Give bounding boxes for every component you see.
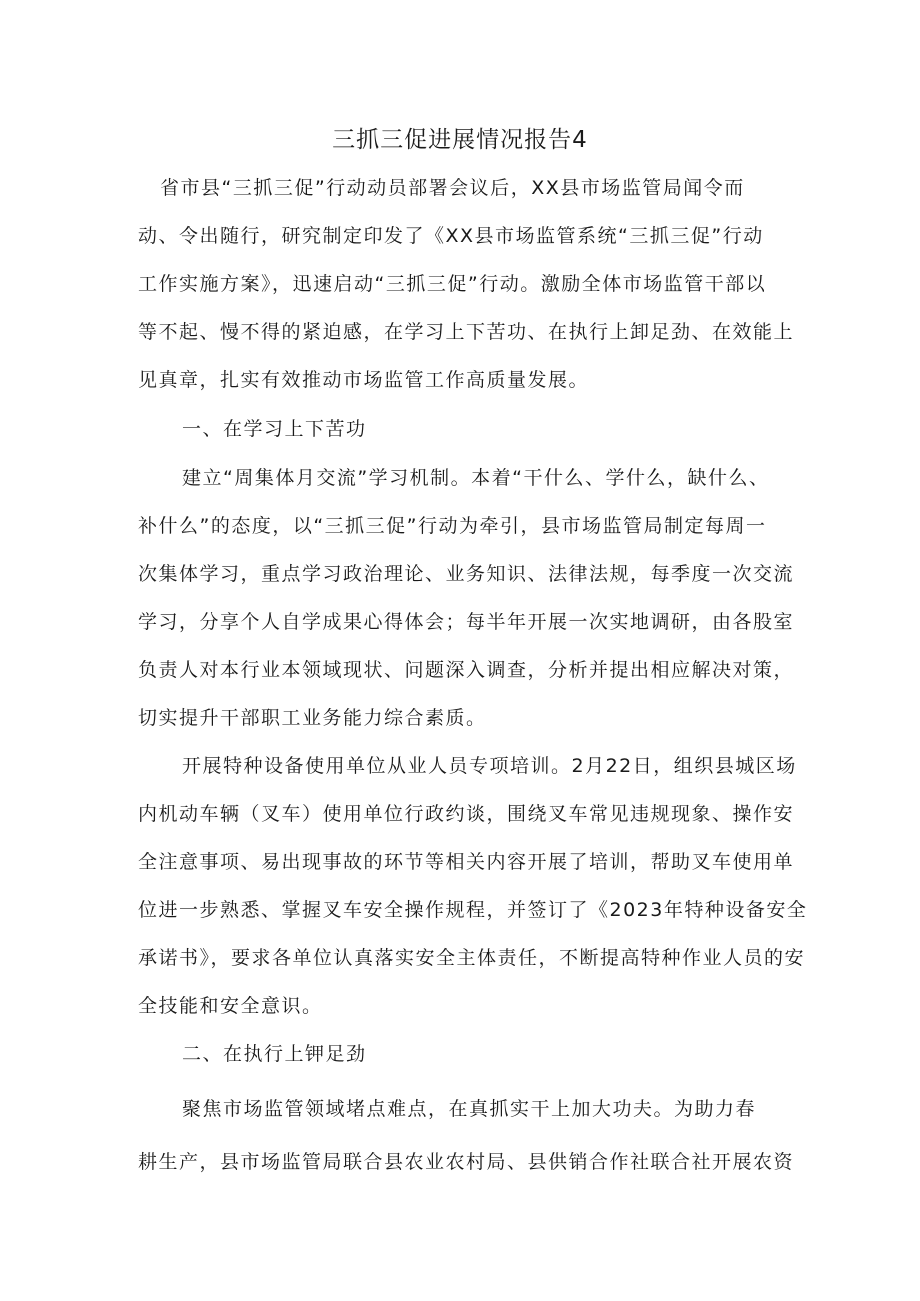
paragraph-line: 工作实施方案》，迅速启动“三抓三促”行动。激励全体市场监管干部以 [138,273,767,295]
paragraph-line: 学习，分享个人自学成果心得体会；每半年开展一次实地调研，由各股室 [138,611,795,633]
paragraph-line: 开展特种设备使用单位从业人员专项培训。2月22日，组织县城区场 [182,755,797,777]
paragraph-line: 切实提升干部职工业务能力综合素质。 [138,707,487,729]
paragraph-line: 负责人对本行业本领域现状、问题深入调查，分析并提出相应解决对策， [138,659,795,681]
paragraph-line: 内机动车辆（叉车）使用单位行政约谈，围绕叉车常见违规现象、操作安 [138,803,795,825]
section-heading: 二、在执行上钾足劲 [182,1043,367,1065]
section-heading: 一、在学习上下苦功 [182,418,367,440]
paragraph-line: 省市县“三抓三促”行动动员部署会议后，XX县市场监管局闻令而 [160,177,745,199]
paragraph-line: 次集体学习，重点学习政治理论、业务知识、法律法规，每季度一次交流 [138,563,795,585]
paragraph-line: 位进一步熟悉、掌握叉车安全操作规程，并签订了《2023年特种设备安全 [138,899,808,921]
paragraph-line: 耕生产，县市场监管局联合县农业农村局、县供销合作社联合社开展农资 [138,1151,795,1173]
paragraph-line: 建立“周集体月交流”学习机制。本着“干什么、学什么，缺什么、 [182,467,770,489]
paragraph-line: 补什么”的态度，以“三抓三促”行动为牵引，县市场监管局制定每周一 [138,515,767,537]
paragraph-line: 等不起、慢不得的紧迫感，在学习上下苦功、在执行上卸足劲、在效能上 [138,321,795,343]
paragraph-line: 全技能和安全意识。 [138,995,323,1017]
paragraph-line: 承诺书》，要求各单位认真落实安全主体责任，不断提高特种作业人员的安 [138,947,806,969]
paragraph-line: 全注意事项、易出现事故的环节等相关内容开展了培训，帮助叉车使用单 [138,851,795,873]
paragraph-line: 见真章，扎实有效推动市场监管工作高质量发展。 [138,369,590,391]
document-title: 三抓三促进展情况报告4 [332,127,588,153]
paragraph-line: 聚焦市场监管领域堵点难点，在真抓实干上加大功夫。为助力春 [182,1098,757,1120]
paragraph-line: 动、令出随行，研究制定印发了《XX县市场监管系统“三抓三促”行动 [138,225,764,247]
